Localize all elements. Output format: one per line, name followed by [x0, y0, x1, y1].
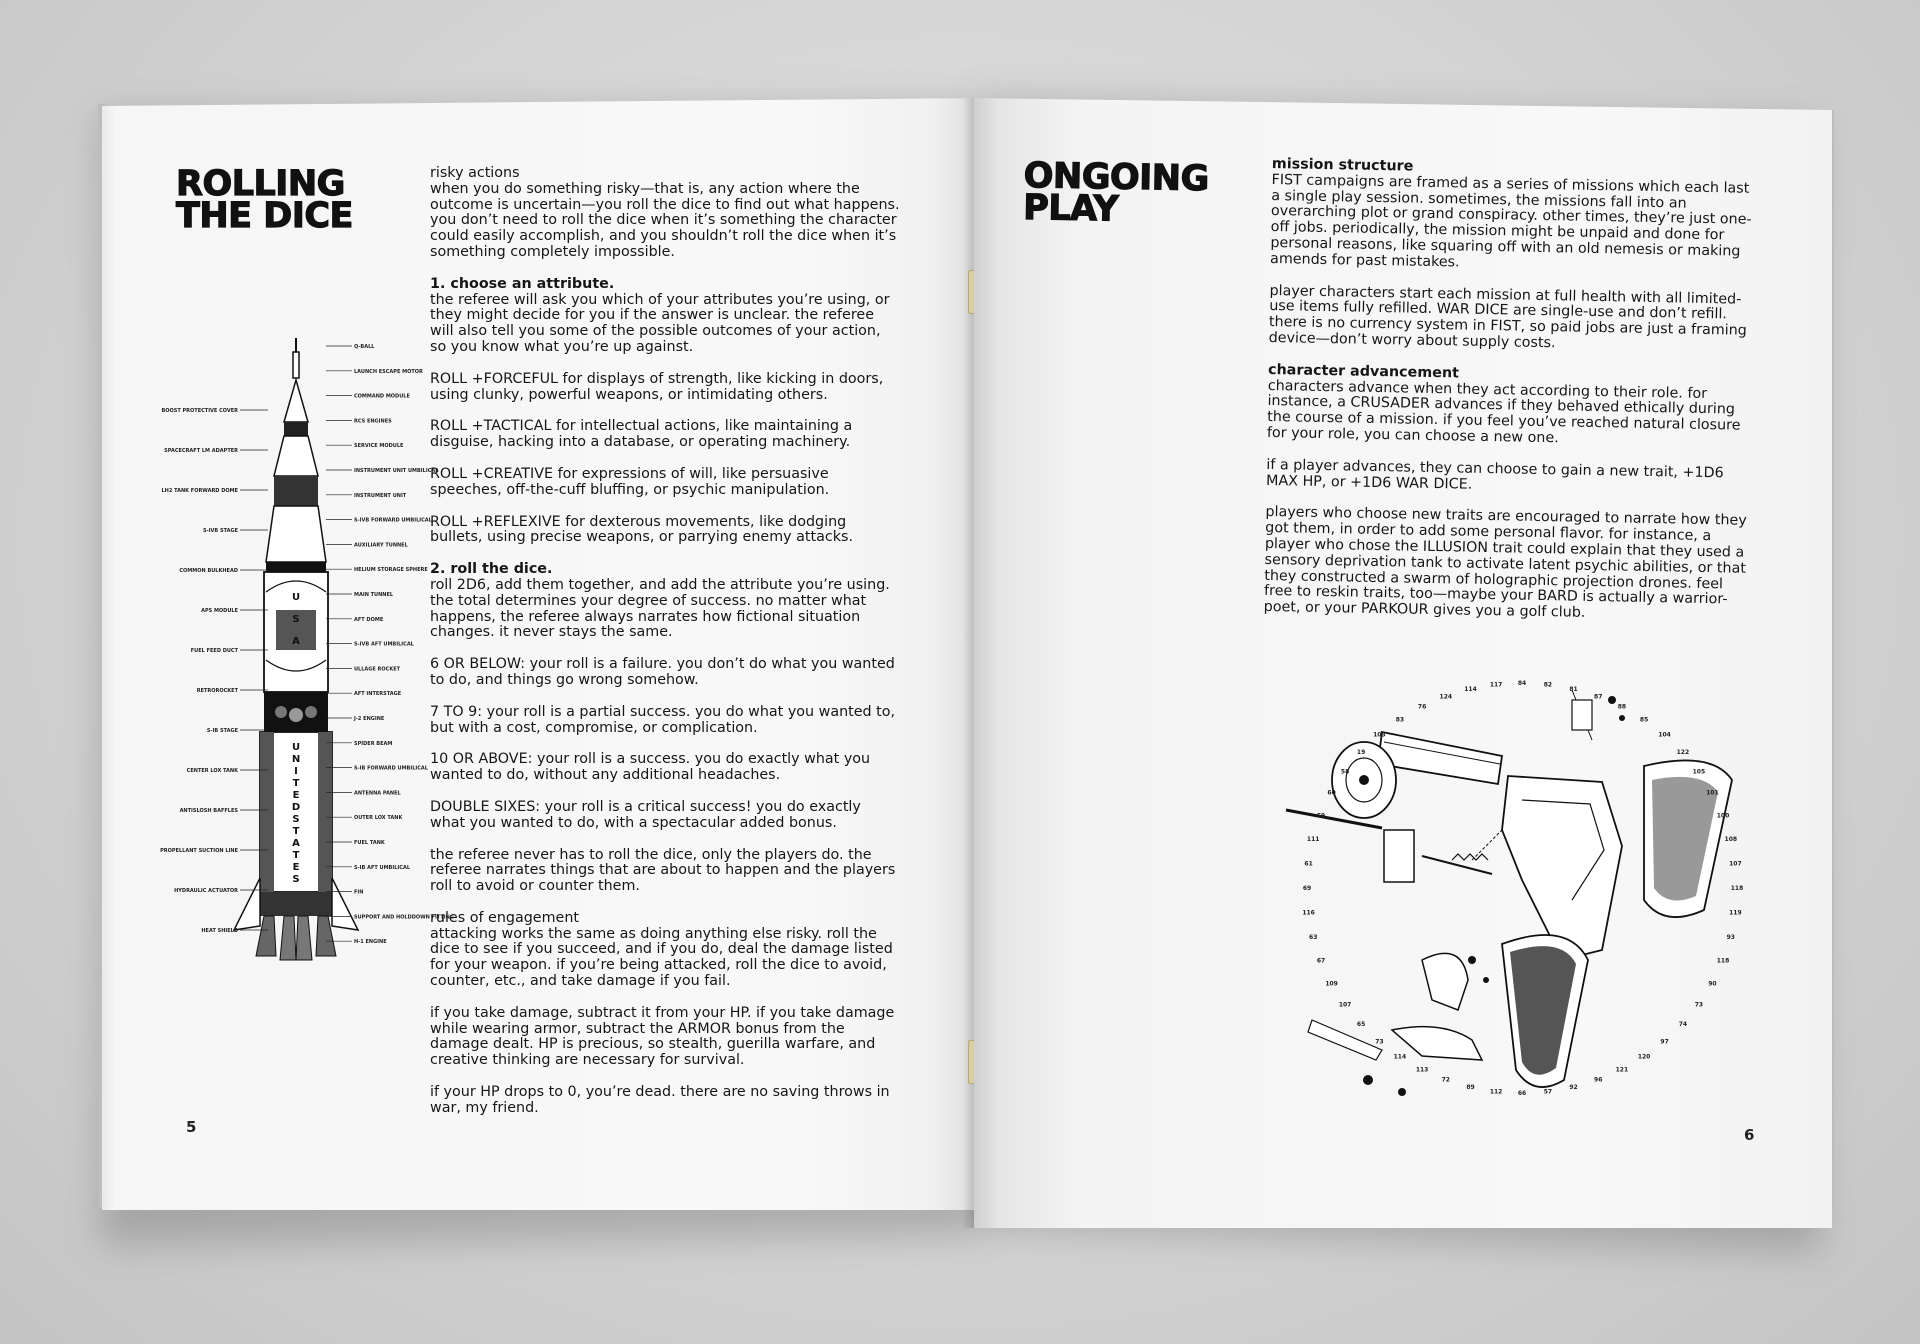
rocket-part-label: AUXILIARY TUNNEL: [354, 542, 408, 549]
rocket-part-label: Q-BALL: [354, 344, 375, 350]
body-paragraph: 7 TO 9: your roll is a partial success. you do what you wanted to, but with a cost, compromise, or complication.: [430, 703, 896, 736]
rocket-part-label: HEAT SHIELD: [201, 928, 238, 934]
part-number-label: 118: [1716, 957, 1730, 965]
part-number-label: 74: [1678, 1020, 1688, 1028]
section-heading: 2. roll the dice.: [430, 561, 553, 578]
part-number-label: 116: [1302, 909, 1315, 917]
title-line: ROLLING: [176, 164, 345, 204]
rocket-body-letter: T: [292, 778, 300, 789]
part-number-label: 69: [1302, 885, 1312, 892]
part-number-label: 76: [1417, 703, 1427, 711]
rocket-part-label: AFT DOME: [354, 616, 384, 623]
part-number-label: 103: [1373, 731, 1386, 739]
rocket-labels-right: [326, 344, 454, 945]
rocket-body-letter: N: [291, 754, 301, 765]
body-paragraph: ROLL +FORCEFUL for displays of strength, like kicking in doors, using clunky, powerful weapons, or intimidating others.: [430, 370, 884, 403]
part-number-label: 84: [1517, 680, 1527, 687]
rocket-part-label: PROPELLANT SUCTION LINE: [160, 848, 238, 854]
rocket-part-label: S-IVB AFT UMBILICAL: [354, 641, 414, 648]
title-line: PLAY: [1022, 187, 1119, 230]
text-section: [1269, 157, 1754, 356]
part-number-label: 107: [1338, 1001, 1352, 1009]
rocket-part-label: OUTER LOX TANK: [354, 815, 403, 822]
rocket-part-label: APS MODULE: [201, 608, 238, 614]
part-number-label: 112: [1489, 1088, 1503, 1096]
part-number-label: 87: [1594, 693, 1603, 701]
text-section: [430, 166, 900, 261]
section-heading: 1. choose an attribute.: [430, 275, 615, 292]
rocket-part-label: HYDRAULIC ACTUATOR: [174, 888, 238, 894]
rocket-body-letter: I: [294, 766, 298, 777]
rocket-body-letter: A: [292, 636, 300, 647]
rocket-body-letter: A: [292, 838, 300, 849]
rocket-part-label: S-IVB FORWARD UMBILICAL: [354, 517, 432, 524]
text-section: [430, 911, 900, 1117]
rocket-body-letter: E: [292, 862, 300, 873]
part-number-label: 58: [1340, 768, 1350, 776]
rocket-part-label: FUEL FEED DUCT: [190, 648, 238, 654]
rocket-part-label: INSTRUMENT UNIT UMBILICAL: [354, 468, 439, 474]
part-number-label: 88: [1617, 703, 1627, 711]
section-heading: mission structure: [1271, 156, 1414, 175]
part-number-label: 59: [1316, 812, 1326, 820]
part-number-label: 121: [1615, 1066, 1629, 1074]
rocket-part-label: FIN: [354, 889, 364, 896]
body-paragraph: if a player advances, they can choose to gain a new trait, +1D6 MAX HP, or +1D6 WAR DICE.: [1265, 456, 1724, 493]
text-section: [430, 562, 900, 895]
left-page-title: [176, 164, 353, 236]
rocket-part-label: ULLAGE ROCKET: [354, 666, 401, 673]
left-page-text-column: [430, 166, 900, 1133]
rocket-part-label: HELIUM STORAGE SPHERE: [354, 567, 428, 574]
section-heading: rules of engagement: [430, 909, 579, 926]
rocket-part-label: S-IB FORWARD UMBILICAL: [354, 765, 428, 772]
revolver-exploded-view-illustration: [1272, 660, 1772, 1110]
part-number-label: 124: [1439, 693, 1453, 701]
rocket-part-label: FUEL TANK: [354, 840, 385, 846]
part-number-label: 83: [1395, 716, 1405, 724]
body-paragraph: characters advance when they act according to their role. for instance, a CRUSADER advances if they behaved ethically during the course of a mission. if you feel you’ve reached natural closure for your role, you can choose a new one.: [1266, 377, 1741, 447]
rocket-labels-left: [160, 408, 268, 934]
rocket-body-letter: U: [291, 742, 301, 753]
part-number-label: 97: [1660, 1038, 1669, 1046]
rocket-part-label: LH2 TANK FORWARD DOME: [161, 488, 238, 494]
rocket-part-label: INSTRUMENT UNIT: [354, 492, 407, 499]
body-paragraph: attacking works the same as doing anything else risky. roll the dice to see if you succeed, and if you do, deal the damage listed for your weapon. if you’re being attacked, roll the dice to avoid, counter, etc., and take damage if you fail.: [430, 925, 893, 990]
part-number-label: 111: [1306, 835, 1320, 843]
part-number-label: 92: [1569, 1084, 1578, 1091]
rocket-part-label: RCS ENGINES: [354, 418, 392, 425]
rocket-part-label: S-IB STAGE: [206, 728, 238, 734]
right-page-text-column: [1263, 157, 1754, 641]
part-number-label: 72: [1441, 1076, 1450, 1084]
rocket-part-label: H-1 ENGINE: [354, 939, 387, 946]
part-number-label: 60: [1327, 789, 1336, 797]
body-paragraph: ROLL +TACTICAL for intellectual actions, like maintaining a disguise, hacking into a database, or operating machinery.: [430, 418, 853, 451]
body-paragraph: when you do something risky—that is, any action where the outcome is uncertain—you roll the dice to find out what happens. you don’t need to roll the dice when it’s something the character could easily accomplish, and you shouldn’t roll the dice when it’s something completely impossible.: [430, 180, 900, 260]
rocket-part-label: AFT INTERSTAGE: [354, 691, 402, 698]
rocket-part-label: S-IB AFT UMBILICAL: [354, 864, 411, 871]
body-paragraph: roll 2D6, add them together, and add the attribute you’re using. the total determines your degree of success. no matter what happens, the referee always narrates how fictional situation changes. it never stays the same.: [430, 576, 890, 641]
rocket-body-letter: D: [291, 802, 301, 813]
rocket-part-label: ANTISLOSH BAFFLES: [179, 808, 238, 814]
body-paragraph: DOUBLE SIXES: your roll is a critical success! you do exactly what you wanted to do, with a spectacular added bonus.: [430, 798, 861, 831]
body-paragraph: ROLL +CREATIVE for expressions of will, like persuasive speeches, off-the-cuff bluffing, or psychic manipulation.: [430, 465, 830, 498]
part-number-label: 109: [1325, 980, 1338, 988]
rocket-body-letter: S: [292, 614, 300, 625]
title-line: ONGOING: [1023, 156, 1210, 200]
part-number-label: 81: [1569, 686, 1578, 693]
rocket-part-label: SERVICE MODULE: [354, 443, 404, 450]
part-number-label: 57: [1543, 1088, 1553, 1096]
body-paragraph: 10 OR ABOVE: your roll is a success. you do exactly what you wanted to do, without any additional headaches.: [430, 751, 871, 784]
rocket-part-label: S-IVB STAGE: [203, 528, 238, 534]
part-number-label: 114: [1393, 1053, 1407, 1061]
page-number: 5: [186, 1118, 197, 1136]
text-section: [1264, 363, 1751, 625]
revolver-parts-icon: [1286, 690, 1732, 1096]
part-number-label: 113: [1415, 1066, 1429, 1074]
rocket-part-label: CENTER LOX TANK: [186, 768, 238, 774]
section-heading: character advancement: [1267, 361, 1460, 382]
part-number-label: 66: [1517, 1090, 1527, 1097]
rocket-part-label: SUPPORT AND HOLDDOWN FITTING: [354, 914, 454, 921]
part-number-label: 73: [1375, 1038, 1384, 1046]
part-number-label: 89: [1466, 1084, 1475, 1091]
part-number-label: 90: [1708, 980, 1717, 988]
rocket-body-letter: U: [291, 592, 301, 603]
rocket-part-label: COMMAND MODULE: [354, 393, 410, 400]
body-paragraph: players who choose new traits are encouraged to narrate how they got them, in order to add some personal flavor. for instance, a player who chose the ILLUSION trait could explain that they used a sensory deprivation tank to activate latent psychic abilities, or that they constructed a swarm of holographic projection drones. feel free to reskin traits, too—maybe your BARD is actually a warrior-poet, or your PARKOUR gives you a golf club.: [1263, 504, 1747, 621]
part-number-label: 114: [1464, 686, 1477, 693]
part-number-label: 65: [1356, 1020, 1366, 1028]
part-number-label: 73: [1694, 1001, 1704, 1009]
part-number-label: 117: [1489, 681, 1503, 689]
rocket-part-label: LAUNCH ESCAPE MOTOR: [354, 368, 423, 375]
part-number-label: 122: [1676, 749, 1690, 757]
rocket-body-letter: E: [292, 790, 300, 801]
rocket-part-label: SPIDER BEAM: [354, 740, 393, 747]
part-number-label: 118: [1730, 885, 1744, 892]
title-line: THE DICE: [176, 196, 353, 236]
part-number-label: 107: [1729, 860, 1742, 868]
part-number-label: 93: [1726, 934, 1735, 942]
part-number-label: 85: [1639, 716, 1649, 724]
rocket-body-letter: S: [292, 814, 300, 825]
part-number-label: 67: [1316, 957, 1326, 965]
body-paragraph: FIST campaigns are framed as a series of missions which each last a single play session. sometimes, the missions fall into an overarching plot or grand conspiracy. other times, they’re just one-off jobs. periodically, the mission might be unpaid and done for personal reasons, like squaring off with an old nemesis or making amends for past mistakes.: [1269, 171, 1752, 271]
rocket-cutaway-illustration: [160, 330, 454, 970]
rocket-part-label: ANTENNA PANEL: [354, 790, 401, 797]
body-paragraph: ROLL +REFLEXIVE for dexterous movements, like dodging bullets, using precise weapons, or parrying enemy attacks.: [430, 513, 853, 546]
rocket-part-label: BOOST PROTECTIVE COVER: [161, 408, 238, 414]
rocket-part-label: COMMON BULKHEAD: [179, 568, 238, 574]
part-number-label: 61: [1304, 860, 1313, 868]
body-paragraph: if your HP drops to 0, you’re dead. there are no saving throws in war, my friend.: [430, 1084, 890, 1116]
section-heading: risky actions: [430, 165, 520, 181]
body-paragraph: player characters start each mission at full health with all limited-use items fully refilled. WAR DICE are single-use and don’t refill. there is no currency system in FIST, so paid jobs are just a framing device—don’t worry about supply costs.: [1268, 282, 1747, 352]
rocket-part-label: MAIN TUNNEL: [354, 592, 394, 598]
part-number-label: 96: [1594, 1076, 1603, 1084]
right-page-title: [1022, 156, 1210, 230]
rocket-part-label: SPACECRAFT LM ADAPTER: [164, 448, 238, 454]
body-paragraph: if you take damage, subtract it from your HP. if you take damage while wearing armor, subtract the ARMOR bonus from the damage dealt. HP is precious, so stealth, guerilla warfare, and creative thinking are necessary for survival.: [430, 1004, 895, 1069]
part-number-label: 108: [1724, 835, 1738, 843]
body-paragraph: 6 OR BELOW: your roll is a failure. you don’t do what you wanted to do, and things go wrong somehow.: [430, 656, 895, 688]
part-number-label: 63: [1309, 934, 1318, 942]
part-number-label: 119: [1729, 909, 1742, 917]
rocket-body-letter: S: [292, 874, 300, 885]
rocket-part-label: RETROROCKET: [196, 688, 238, 694]
part-number-label: 82: [1543, 681, 1553, 689]
part-number-label: 100: [1716, 812, 1730, 820]
rocket-part-label: J-2 ENGINE: [354, 716, 385, 722]
text-section: [430, 277, 900, 546]
page-number: 6: [1744, 1126, 1755, 1144]
part-number-label: 120: [1637, 1053, 1651, 1061]
part-number-label: 104: [1658, 731, 1671, 739]
rocket-body-letter: T: [292, 826, 300, 837]
body-paragraph: the referee will ask you which of your attributes you’re using, or they might decide for you if the answer is unclear. the referee will also tell you some of the possible outcomes of your action, so you know what you’re up against.: [430, 291, 890, 355]
rocket-body-letter: T: [292, 850, 300, 861]
part-number-label: 105: [1692, 768, 1706, 776]
part-number-label: 19: [1356, 749, 1366, 757]
body-paragraph: the referee never has to roll the dice, only the players do. the referee narrates things that are about to happen and the players roll to avoid or counter them.: [430, 846, 896, 895]
part-number-label: 101: [1706, 789, 1719, 797]
